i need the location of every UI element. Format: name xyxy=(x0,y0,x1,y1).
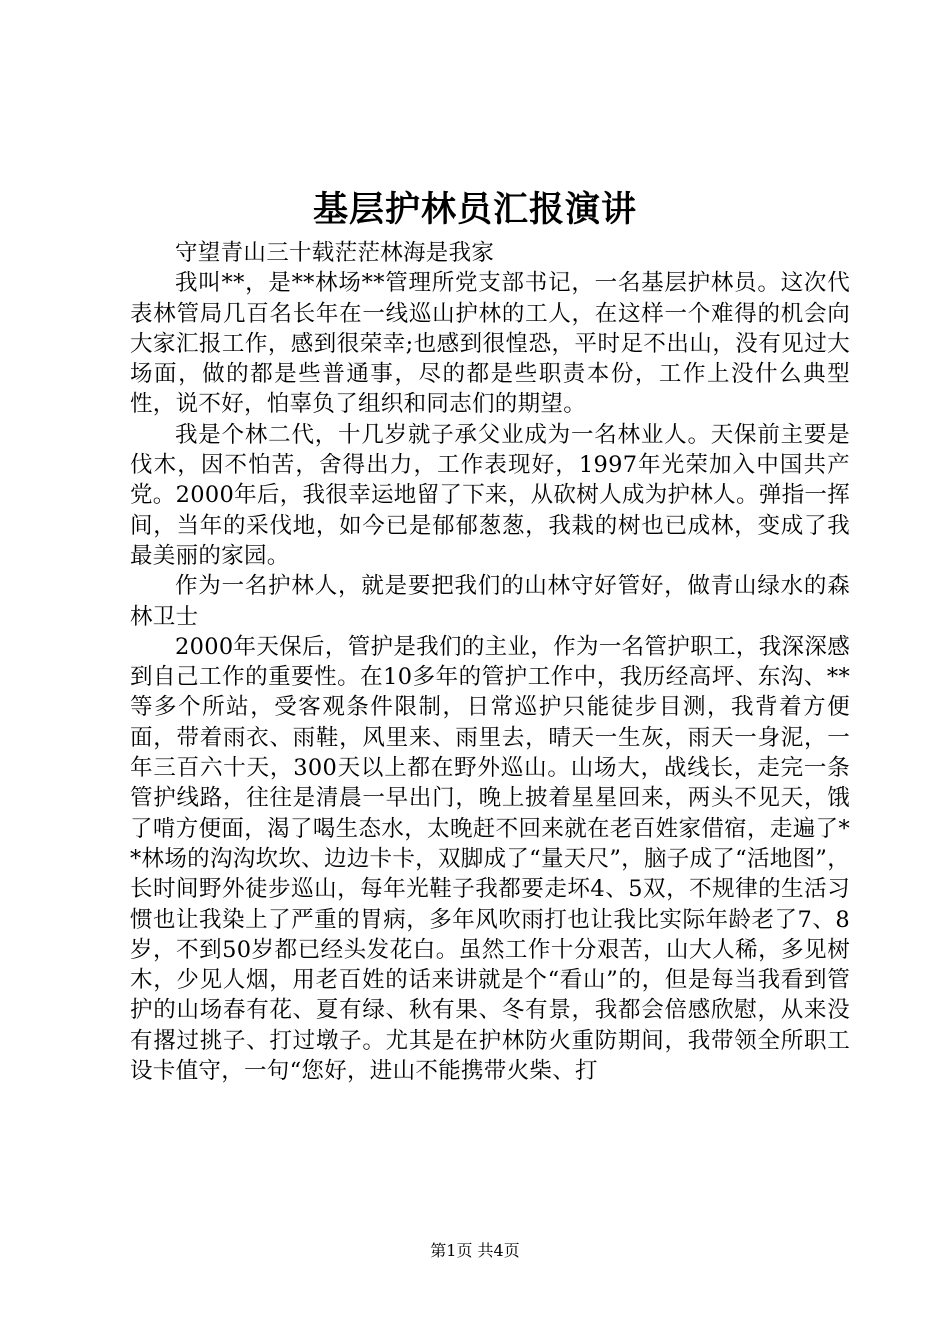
body-paragraph: 我是个林二代，十几岁就子承父业成为一名林业人。天保前主要是伐木，因不怕苦，舍得出力，工作表现好，1997年光荣加入中国共产党。2000年后，我很幸运地留了下来，从砍树人成为护林人。弹指一挥间，当年的采伐地，如今已是郁郁葱葱，我栽的树也已成林，变成了我最美丽的家园。 xyxy=(130,421,850,569)
subtitle-paragraph: 守望青山三十载茫茫林海是我家 xyxy=(175,240,495,266)
body-paragraph: 我叫**，是**林场**管理所党支部书记，一名基层护林员。这次代表林管局几百名长年在一线巡山护林的工人，在这样一个难得的机会向大家汇报工作，感到很荣幸;也感到很惶恐，平时足不出山，没有见过大场面，做的都是些普通事，尽的都是些职责本份，工作上没什么典型性，说不好，怕辜负了组织和同志们的期望。 xyxy=(130,270,850,418)
document-body xyxy=(130,238,850,1086)
page-footer: 第1页 共4页 xyxy=(430,1241,520,1260)
document-title: 基层护林员汇报演讲 xyxy=(312,189,637,230)
body-paragraph: 2000年天保后，管护是我们的主业，作为一名管护职工，我深深感到自己工作的重要性。在10多年的管护工作中，我历经高坪、东沟、**等多个所站，受客观条件限制，日常巡护只能徒步目测，我背着方便面，带着雨衣、雨鞋，风里来、雨里去，晴天一生灰，雨天一身泥，一年三百六十天，300天以上都在野外巡山。山场大，战线长，走完一条管护线路，往往是清晨一早出门，晚上披着星星回来，两头不见天，饿了啃方便面，渴了喝生态水，太晚赶不回来就在老百姓家借宿，走遍了**林场的沟沟坎坎、边边卡卡，双脚成了“量天尺”，脑子成了“活地图”，长时间野外徒步巡山，每年光鞋子我都要走坏4、5双，不规律的生活习惯也让我染上了严重的胃病，多年风吹雨打也让我比实际年龄老了7、8岁，不到50岁都已经头发花白。虽然工作十分艰苦，山大人稀，多见树木，少见人烟，用老百姓的话来讲就是个“看山”的，但是每当我看到管护的山场春有花、夏有绿、秋有果、冬有景，我都会倍感欣慰，从来没有撂过挑子、打过墩子。尤其是在护林防火重防期间，我带领全所职工设卡值守，一句“您好，进山不能携带火柴、打 xyxy=(130,633,850,1085)
section-heading-paragraph: 作为一名护林人，就是要把我们的山林守好管好，做青山绿水的森林卫士 xyxy=(130,573,850,630)
